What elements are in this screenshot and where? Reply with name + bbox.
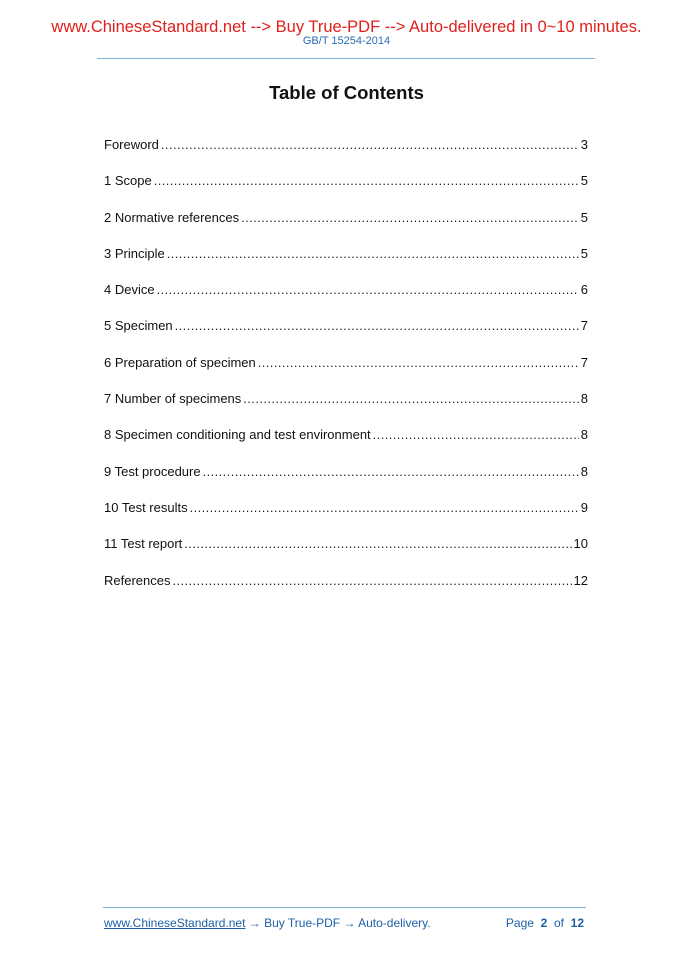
toc-entry[interactable] (104, 427, 588, 463)
toc-dot-leader (203, 464, 579, 479)
toc-dot-leader (154, 173, 579, 188)
toc-entry-page: 5 (580, 245, 588, 261)
toc-entry[interactable] (104, 318, 588, 354)
toc-entry-label[interactable]: 5 Specimen (104, 318, 173, 334)
of-word: of (553, 916, 564, 930)
toc-entry-page: 6 (580, 282, 588, 298)
toc-entry-label[interactable]: 10 Test results (104, 499, 188, 515)
toc-dot-leader (258, 355, 579, 370)
toc-dot-leader (184, 536, 571, 551)
toc-entry-label[interactable]: Foreword (104, 137, 159, 152)
toc-dot-leader (241, 210, 579, 225)
toc-entry-page: 8 (580, 463, 588, 479)
toc-entry-page: 3 (580, 137, 588, 152)
toc-dot-leader (175, 318, 579, 333)
toc-entry[interactable] (104, 536, 588, 572)
toc-entry[interactable] (104, 137, 588, 173)
toc-entry[interactable] (104, 355, 588, 391)
toc-entry-page: 12 (573, 572, 588, 588)
toc-entry-label[interactable]: 11 Test report (104, 536, 183, 552)
footer-promo-text: → Buy True-PDF → Auto-delivery. (245, 916, 431, 930)
toc-entry[interactable] (104, 173, 588, 209)
toc-entry[interactable] (104, 500, 588, 536)
standard-code: GB/T 15254-2014 (302, 35, 391, 47)
toc-entry[interactable] (104, 282, 588, 318)
page-title: Table of Contents (269, 82, 424, 103)
footer-promo (104, 916, 431, 930)
page-number (506, 916, 584, 930)
toc-entry-page: 10 (573, 536, 588, 552)
toc-entry-label[interactable]: 1 Scope (104, 173, 152, 189)
toc-entry-label[interactable]: References (104, 572, 171, 588)
toc-entry-page: 5 (580, 209, 588, 225)
page-word: Page (505, 916, 534, 930)
toc-list (104, 137, 588, 609)
toc-entry-label[interactable]: 4 Device (104, 282, 155, 298)
promo-banner[interactable]: www.ChineseStandard.net --> Buy True-PDF --> Auto-delivered in 0~10 minutes. (51, 18, 642, 36)
toc-entry-page: 7 (580, 318, 588, 334)
toc-dot-leader (172, 573, 571, 588)
header-divider (97, 58, 595, 59)
toc-entry-page: 9 (580, 499, 588, 515)
toc-entry-page: 7 (580, 354, 588, 370)
toc-entry-label[interactable]: 9 Test procedure (104, 463, 201, 479)
toc-entry[interactable] (104, 210, 588, 246)
toc-entry-page: 8 (580, 391, 588, 407)
footer-site-link[interactable]: www.ChineseStandard.net (104, 916, 246, 930)
toc-entry[interactable] (104, 464, 588, 500)
toc-dot-leader (167, 246, 579, 261)
total-pages: 12 (570, 916, 584, 930)
toc-dot-leader (190, 500, 579, 515)
toc-entry-page: 5 (580, 173, 588, 189)
current-page: 2 (540, 916, 548, 930)
toc-entry-label[interactable]: 2 Normative references (104, 209, 240, 225)
toc-entry[interactable] (104, 573, 588, 609)
toc-entry-page: 8 (580, 427, 588, 443)
toc-entry-label[interactable]: 6 Preparation of specimen (104, 354, 256, 370)
footer-divider (103, 907, 586, 908)
toc-entry[interactable] (104, 391, 588, 427)
toc-dot-leader (157, 282, 579, 297)
toc-entry-label[interactable]: 3 Principle (104, 245, 165, 261)
toc-entry-label[interactable]: 8 Specimen conditioning and test environment (104, 427, 371, 443)
toc-dot-leader (373, 427, 579, 442)
toc-entry[interactable] (104, 246, 588, 282)
toc-entry-label[interactable]: 7 Number of specimens (104, 391, 242, 407)
toc-dot-leader (161, 137, 579, 152)
toc-dot-leader (243, 391, 578, 406)
